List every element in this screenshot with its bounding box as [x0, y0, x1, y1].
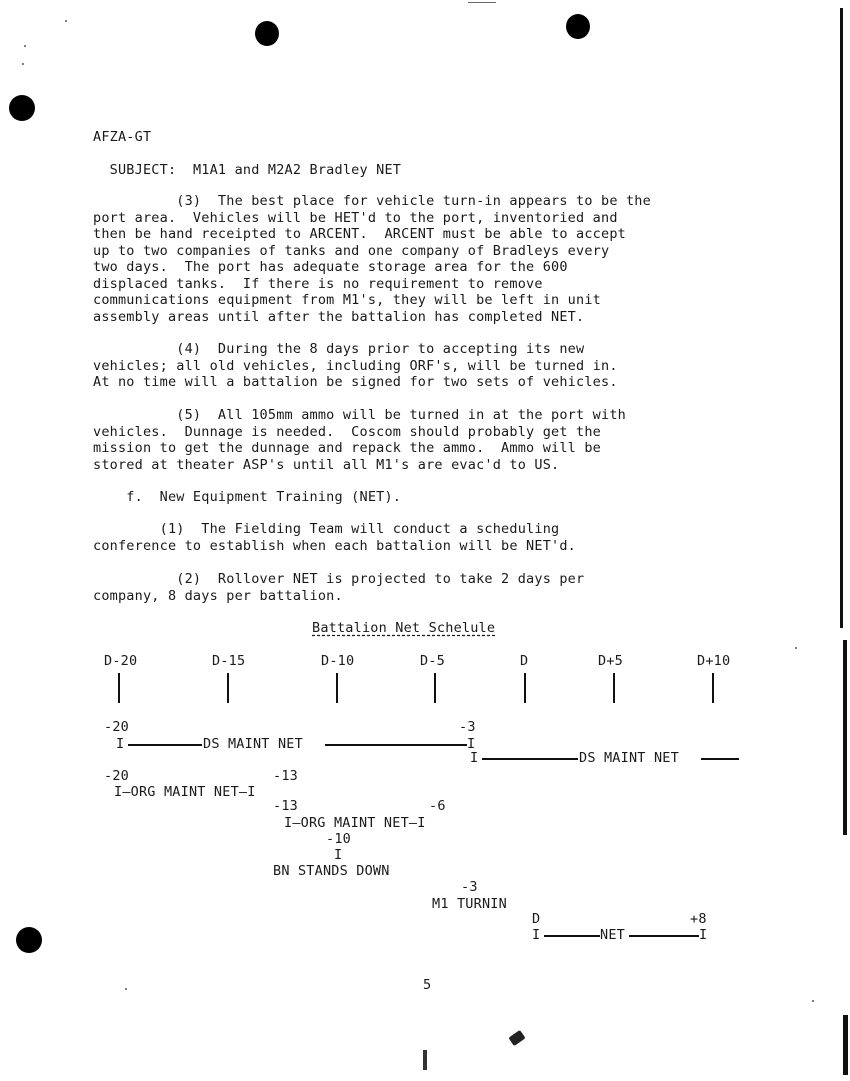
paragraph-line: conference to establish when each battalion will be NET'd. — [93, 537, 577, 554]
ds-maint-bar-right — [325, 744, 467, 746]
paragraph-line: company, 8 days per battalion. — [93, 587, 343, 604]
day-label: D-20 — [104, 653, 138, 669]
standdown-label: BN STANDS DOWN — [273, 863, 390, 879]
paragraph-line: communications equipment from M1's, they will be left in unit — [93, 292, 601, 308]
paragraph-line: then be hand receipted to ARCENT. ARCENT must be able to accept — [93, 226, 626, 242]
paragraph-line: stored at theater ASP's until all M1's are evac'd to US. — [93, 456, 560, 473]
page-number: 5 — [423, 977, 432, 993]
paragraph-line: (4) During the 8 days prior to accepting its new — [93, 341, 585, 357]
day-label: D — [520, 653, 529, 669]
speck — [125, 988, 127, 990]
paragraph-line: (3) The best place for vehicle turn-in appears to be the — [93, 193, 651, 209]
paragraph-line: vehicles. Dunnage is needed. Coscom should probably get the — [93, 423, 601, 440]
org-maint2-label: I—ORG MAINT NET—I — [284, 815, 426, 831]
ds-maint-bar-left — [128, 744, 202, 746]
standdown-marker: I — [334, 847, 343, 863]
standdown-day: -10 — [326, 831, 351, 847]
net-bar-left — [544, 935, 600, 937]
speck — [795, 647, 797, 649]
org-maint-end-day: -13 — [273, 768, 298, 784]
scan-edge-right-lower — [843, 1015, 848, 1075]
timeline-tick — [336, 673, 338, 703]
net-bar-right — [629, 935, 699, 937]
scan-mark-bottom — [423, 1050, 427, 1070]
ds-maint2-bar-right — [701, 758, 739, 760]
paragraph-line: port area. Vehicles will be HET'd to the port, inventoried and — [93, 209, 618, 226]
org-maint-start-day: -20 — [104, 768, 129, 784]
ds-maint-label: DS MAINT NET — [203, 736, 303, 752]
paragraph-line: (1) The Fielding Team will conduct a scheduling — [93, 521, 560, 537]
paragraph-line: (2) Rollover NET is projected to take 2 days per — [93, 571, 585, 587]
office-symbol: AFZA-GT — [93, 129, 152, 145]
paragraph-line: two days. The port has adequate storage area for the 600 — [93, 259, 568, 275]
binder-hole-left-upper — [9, 95, 35, 121]
day-label: D-15 — [212, 653, 246, 669]
paragraph-line: (5) All 105mm ammo will be turned in at the port with — [93, 407, 626, 423]
paragraph-line: mission to get the dunnage and repack the ammo. Ammo will be — [93, 440, 601, 456]
net-end-day: +8 — [690, 911, 707, 927]
net-start-day: D — [532, 911, 541, 927]
binder-hole-top-right — [566, 14, 590, 39]
timeline-tick — [613, 673, 615, 703]
paragraph-line: up to two companies of tanks and one company of Bradleys every — [93, 242, 610, 259]
timeline-tick — [712, 673, 714, 703]
paragraph-f2 — [93, 571, 584, 604]
speck — [24, 45, 26, 47]
ds-maint-end-marker: I — [467, 736, 476, 752]
org-maint2-end-day: -6 — [429, 798, 446, 814]
paragraph-f1 — [93, 521, 576, 554]
speck — [812, 1000, 814, 1002]
turnin-label: M1 TURNIN — [432, 896, 507, 912]
paragraph-4 — [93, 341, 618, 391]
day-label: D-5 — [420, 653, 445, 669]
ds-maint-end-day: -3 — [459, 719, 476, 735]
subject-text: M1A1 and M2A2 Bradley NET — [192, 161, 402, 178]
ds-maint2-start-marker: I — [470, 750, 479, 766]
day-label: D-10 — [321, 653, 355, 669]
section-f-heading: f. New Equipment Training (NET). — [93, 489, 402, 505]
subject-line — [93, 145, 401, 178]
scan-mark-bottom — [508, 1030, 525, 1046]
top-dash-artifact — [468, 2, 496, 3]
paragraph-line: assembly areas until after the battalion has completed NET. — [93, 308, 585, 325]
paragraph-3 — [93, 193, 651, 325]
ds-maint-start-day: -20 — [104, 719, 129, 735]
scan-edge-right-middle — [843, 640, 847, 835]
timeline-tick — [434, 673, 436, 703]
subject-label: SUBJECT: — [109, 161, 177, 178]
speck — [65, 20, 67, 22]
timeline-tick — [227, 673, 229, 703]
timeline-tick — [524, 673, 526, 703]
scan-edge-right-upper — [840, 8, 843, 628]
ds-maint2-label: DS MAINT NET — [579, 750, 679, 766]
speck — [22, 63, 24, 65]
ds-maint-start-marker: I — [116, 736, 125, 752]
org-maint-label: I—ORG MAINT NET—I — [114, 784, 256, 800]
schedule-title: Battalion Net Schelule — [312, 620, 496, 636]
day-label: D+10 — [697, 653, 731, 669]
net-start-marker: I — [532, 927, 541, 943]
net-label: NET — [600, 927, 625, 943]
paragraph-line: At no time will a battalion be signed for two sets of vehicles. — [93, 374, 618, 390]
ds-maint2-bar-left — [482, 758, 578, 760]
net-end-marker: I — [699, 927, 708, 943]
turnin-day: -3 — [461, 879, 478, 895]
org-maint2-start-day: -13 — [273, 798, 298, 814]
binder-hole-top-left — [255, 21, 279, 46]
timeline-tick — [118, 673, 120, 703]
paragraph-5 — [93, 407, 626, 473]
day-label: D+5 — [598, 653, 623, 669]
binder-hole-left-lower — [16, 927, 42, 953]
paragraph-line: displaced tanks. If there is no requirement to remove — [93, 275, 543, 292]
paragraph-line: vehicles; all old vehicles, including ORF's, will be turned in. — [93, 357, 618, 374]
